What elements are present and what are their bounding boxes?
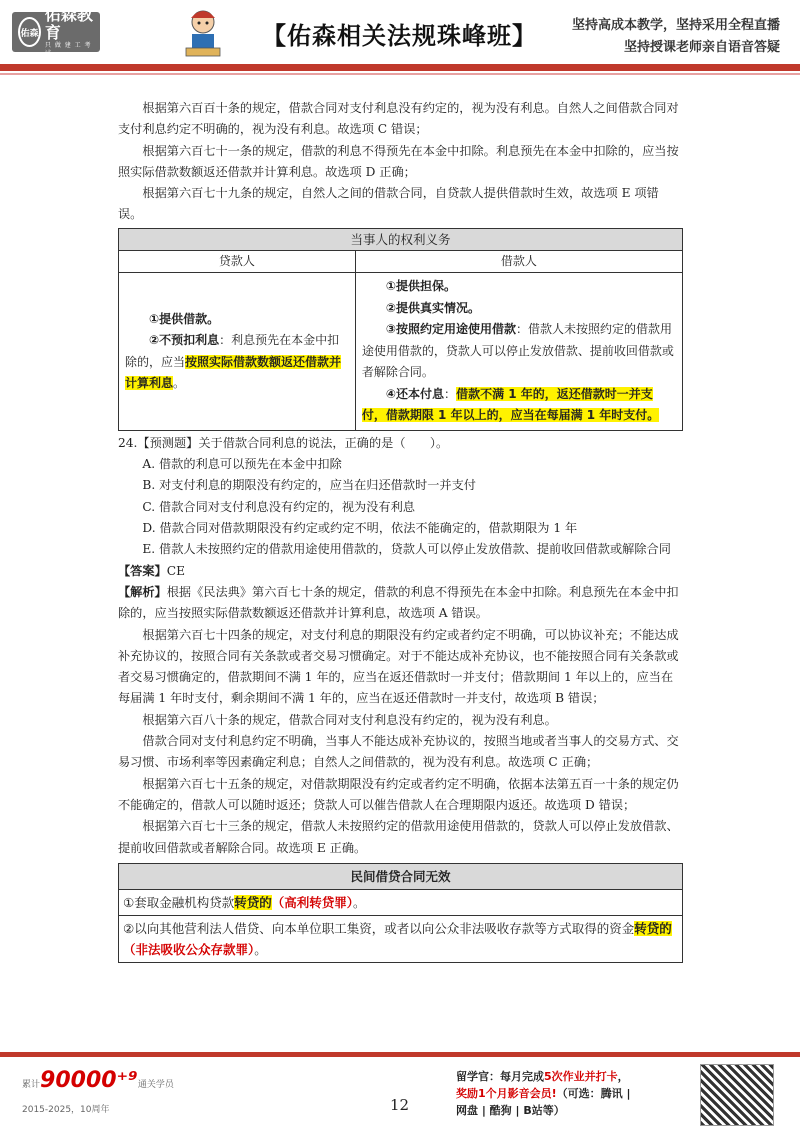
analysis-paragraph: 【解析】根据《民法典》第六百七十条的规定，借款的利息不得预先在本金中扣除。利息预先在本金中扣除的，应当按照实际借款数额返还借款并计算利息，故选项 A 错误。 — [118, 584, 679, 621]
header-divider — [0, 64, 800, 71]
anniversary-text: 2015-2025，10周年 — [22, 1105, 110, 1115]
column-header-lender: 贷款人 — [119, 251, 356, 273]
header-divider-thin — [0, 73, 800, 75]
question-stem: 24.【预测题】关于借款合同利息的说法，正确的是（ ）。 — [118, 435, 449, 450]
column-header-borrower: 借款人 — [355, 251, 682, 273]
analysis-paragraph: 根据第六百八十条的规定，借款合同对支付利息没有约定的，视为没有利息。 — [142, 712, 557, 727]
highlighted-text: 按照实际借款数额返还借款并计算利息 — [125, 354, 342, 391]
rights-obligations-table — [118, 228, 683, 431]
question-option-d: D. 借款合同对借款期限没有约定或约定不明，依法不能确定的，借款期限为 1 年 — [142, 521, 578, 536]
intro-paragraph: 根据第六百七十九条的规定，自然人之间的借款合同，自贷款人提供借款时生效，故选项 E 项错误。 — [118, 186, 659, 222]
intro-paragraph: 根据第六百七十一条的规定，借款的利息不得预先在本金中扣除。利息预先在本金中扣除的，应当按照实际借款数额返还借款并计算利息。故选项 D 正确； — [118, 143, 679, 179]
answer-line: 【答案】CE — [118, 563, 185, 578]
question-option-a: A. 借款的利息可以预先在本金中扣除 — [142, 457, 342, 472]
table-title: 当事人的权利义务 — [119, 228, 683, 250]
borrower-item-1: ①提供担保。 — [385, 279, 457, 294]
footer-divider — [0, 1052, 800, 1057]
borrower-item-4: ④还本付息：借款不满 1 年的，返还借款时一并支付，借款期限 1 年以上的，应当在每届满 1 年时支付。 — [361, 386, 660, 423]
brand-logo — [12, 5, 100, 57]
question-option-e: E. 借款人未按照约定的借款用途使用借款的，贷款人可以停止发放借款、提前收回借款或解除合同 — [142, 542, 671, 557]
logo-title: 佑森教育 — [44, 5, 93, 42]
lender-item-1: ①提供借款。 — [149, 311, 220, 326]
question-option-b: B. 对支付利息的期限没有约定的，应当在归还借款时一并支付 — [142, 478, 476, 493]
lender-duties-cell — [119, 273, 356, 431]
highlighted-text: 转贷的 — [234, 894, 272, 910]
document-body — [118, 98, 683, 963]
student-count: 累计90000⁺⁹通关学员 — [22, 1068, 174, 1093]
borrower-item-3: ③按照约定用途使用借款：借款人未按照约定的借款用途使用借款的，贷款人可以停止发放借款、提前收回借款或者解除合同。 — [361, 322, 674, 380]
logo-subtitle: 只 做 建 工 考 试 — [44, 42, 92, 57]
intro-paragraph: 根据第六百百十条的规定，借款合同对支付利息没有约定的，视为没有利息。自然人之间借款合同对支付利息约定不明确的，视为没有利息。故选项 C 错误； — [118, 101, 679, 137]
crime-name: （非法吸收公众存款罪） — [123, 941, 255, 957]
borrower-duties-cell — [355, 273, 682, 431]
highlighted-text: 转贷的 — [634, 920, 672, 936]
highlighted-text: 借款不满 1 年的，返还借款时一并支付，借款期限 1 年以上的，应当在每届满 1 年时支付。 — [361, 386, 660, 423]
void-row-2: ②以向其他营利法人借贷、向本单位职工集资，或者以向公众非法吸收存款等方式取得的资金转贷的（非法吸收公众存款罪）。 — [119, 915, 683, 962]
promo-text: 留学官：每月完成5次作业并打卡， 奖励1个月影音会员!（可选：腾讯 | 网盘 | 酷狗 | B站等） — [456, 1070, 631, 1117]
borrower-item-2: ②提供真实情况。 — [385, 300, 481, 315]
qr-code-icon — [700, 1064, 774, 1126]
void-row-1: ①套取金融机构贷款转贷的（高利转贷罪）。 — [119, 889, 683, 915]
table-title: 民间借贷合同无效 — [119, 863, 683, 889]
slogan-line-1: 坚持高成本教学，坚持采用全程直播 — [571, 18, 780, 33]
analysis-paragraph: 根据第六百七十五条的规定，对借款期限没有约定或者约定不明确，依据本法第五百一十条的规定仍不能确定的，借款人可以随时返还；贷款人可以催告借款人在合理期限内返还。故选项 D 错误； — [118, 776, 679, 812]
void-contract-table — [118, 863, 683, 963]
analysis-paragraph: 根据第六百七十四条的规定，对支付利息的期限没有约定或者约定不明确，可以协议补充；不能达成补充协议的，按照合同有关条款或者交易习惯确定。对于不能达成补充协议，也不能按照合同有关条款或者交易习惯确定的，借款期间不满 1 年的，应当在返还借款时一并支付；借款期间 1 年以上的，应当在每届满 1 年时支付，剩余期间不满 1 年的，应当在返还借款时一并支付，故选项 B 错误； — [118, 627, 679, 706]
lender-item-2: ②不预扣利息：利息预先在本金中扣除的，应当按照实际借款数额返还借款并计算利息。 — [125, 333, 342, 391]
page-number: 12 — [390, 1096, 410, 1114]
page-title: 【佑森相关法规珠峰班】 — [262, 22, 537, 50]
student-count-number: 90000⁺⁹ — [40, 1068, 138, 1093]
answer-value: CE — [166, 563, 185, 578]
slogan-line-2: 坚持授课老师亲自语音答疑 — [623, 40, 780, 55]
crime-name: （高利转贷罪） — [271, 894, 353, 910]
question-option-c: C. 借款合同对支付利息没有约定的，视为没有利息 — [142, 499, 415, 514]
logo-seal-icon: 佑森 — [18, 17, 41, 47]
mascot-icon — [180, 6, 226, 60]
analysis-paragraph: 根据第六百七十三条的规定，借款人未按照约定的借款用途使用借款的，贷款人可以停止发放借款、提前收回借款或者解除合同。故选项 E 正确。 — [118, 819, 679, 855]
analysis-paragraph: 借款合同对支付利息约定不明确，当事人不能达成补充协议的，按照当地或者当事人的交易方式、交易习惯、市场利率等因素确定利息；自然人之间借款的，视为没有利息。故选项 C 正确； — [118, 734, 679, 770]
page-header — [0, 0, 800, 86]
